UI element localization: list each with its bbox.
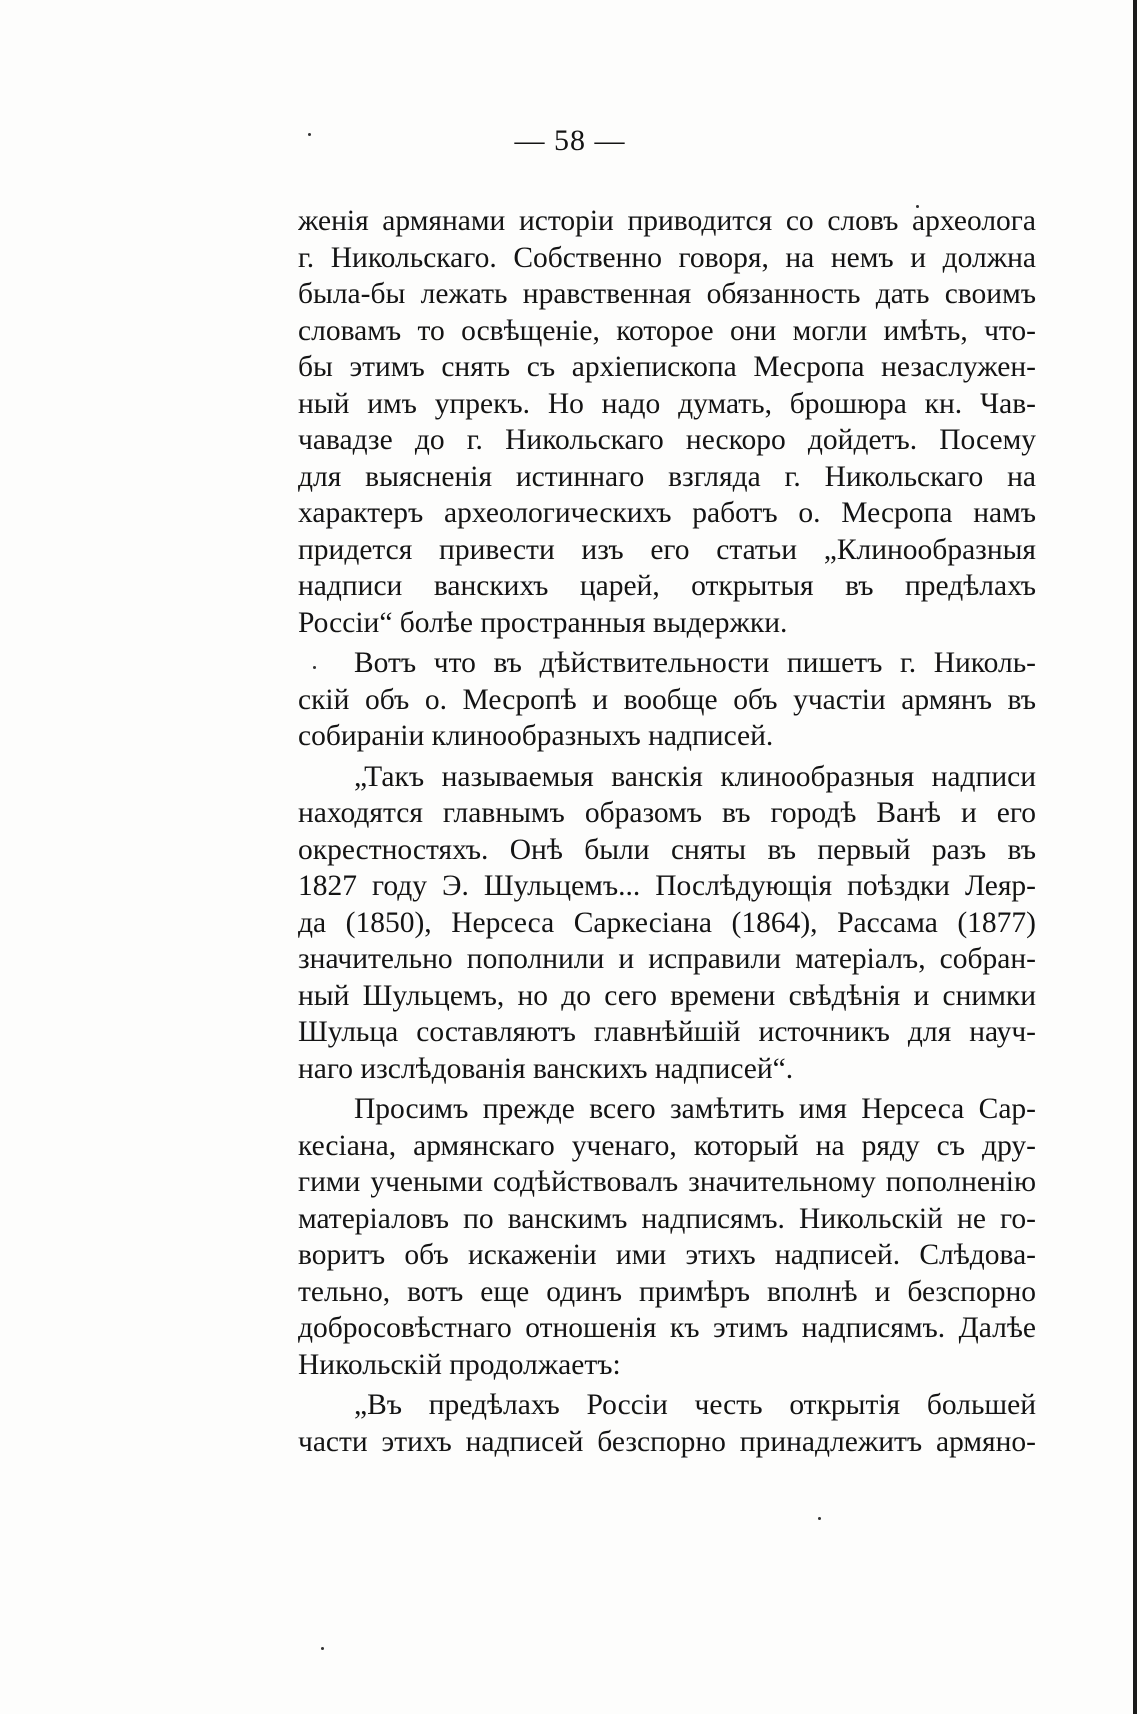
text-line: скій объ о. Месропѣ и вообще объ участіи армянъ въ — [298, 683, 1036, 716]
scan-speck — [818, 1517, 821, 1520]
text-line: наго изслѣдованія ванскихъ надписей“. — [298, 1052, 794, 1085]
body-text — [298, 203, 1036, 1460]
text-line: женія армянами исторіи приводится со словъ археолога — [298, 205, 1036, 237]
text-line: кесіана, армянскаго ученаго, который на ряду съ дру- — [298, 1129, 1036, 1162]
text-line: тельно, вотъ еще одинъ примѣръ вполнѣ и безспорно — [298, 1275, 1036, 1308]
scan-speck — [321, 1647, 324, 1650]
text-line: Россіи“ болѣе пространныя выдержки. — [298, 606, 788, 639]
page-edge-shadow — [1133, 0, 1137, 1714]
text-line: значительно пополнили и исправили матеріалъ, собран- — [298, 943, 1036, 975]
text-line: придется привести изъ его статьи „Клинообразныя — [298, 533, 1036, 566]
page-number: — 58 — — [514, 124, 626, 157]
text-line: находятся главнымъ образомъ въ городѣ Ванѣ и его — [298, 797, 1036, 829]
text-line: гими учеными содѣйствовалъ значительному пополненію — [298, 1166, 1036, 1198]
text-line: для выясненія истиннаго взгляда г. Никольскаго на — [298, 460, 1036, 493]
text-line: собираніи клинообразныхъ надписей. — [298, 720, 774, 752]
text-line: части этихъ надписей безспорно принадлежитъ армяно- — [298, 1425, 1036, 1458]
text-line: бы этимъ снять съ архіепископа Месропа незаслужен- — [298, 351, 1036, 383]
text-line: г. Никольскаго. Собственно говоря, на немъ и должна — [298, 241, 1036, 274]
text-line: чавадзе до г. Никольскаго нескоро дойдетъ. Посему — [298, 424, 1036, 456]
text-line: воритъ объ искаженіи ими этихъ надписей. Слѣдова- — [298, 1239, 1036, 1271]
text-line: была-бы лежать нравственная обязанность дать своимъ — [298, 278, 1036, 310]
text-line: Шульца составляютъ главнѣйшій источникъ для науч- — [298, 1016, 1036, 1048]
text-line: добросовѣстнаго отношенія къ этимъ надписямъ. Далѣе — [298, 1312, 1036, 1344]
text-line: матеріаловъ по ванскимъ надписямъ. Никольскій не го- — [298, 1202, 1036, 1235]
text-line: Просимъ прежде всего замѣтить имя Нерсеса Сар- — [354, 1093, 1036, 1125]
text-line: 1827 году Э. Шульцемъ... Послѣдующія поѣздки Леяр- — [298, 870, 1036, 902]
text-line: Никольскій продолжаетъ: — [298, 1348, 621, 1381]
text-line: Вотъ что въ дѣйствительности пишетъ г. Николь- — [354, 647, 1036, 679]
text-line: окрестностяхъ. Онѣ были сняты въ первый разъ въ — [298, 833, 1036, 866]
text-line: словамъ то освѣщеніе, которое они могли имѣть, что- — [298, 314, 1036, 347]
text-line: да (1850), Нерсеса Саркесіана (1864), Рассама (1877) — [298, 906, 1036, 939]
text-line: ный имъ упрекъ. Но надо думать, брошюра кн. Чав- — [298, 387, 1036, 420]
text-line: характеръ археологическихъ работъ о. Месропа намъ — [298, 497, 1036, 529]
text-line: ный Шульцемъ, но до сего времени свѣдѣнія и снимки — [298, 979, 1036, 1012]
text-line: „Такъ называемыя ванскія клинообразныя надписи — [354, 760, 1036, 793]
text-line: надписи ванскихъ царей, открытыя въ предѣлахъ — [298, 570, 1036, 602]
text-line: „Въ предѣлахъ Россіи честь открытія большей — [354, 1389, 1036, 1421]
